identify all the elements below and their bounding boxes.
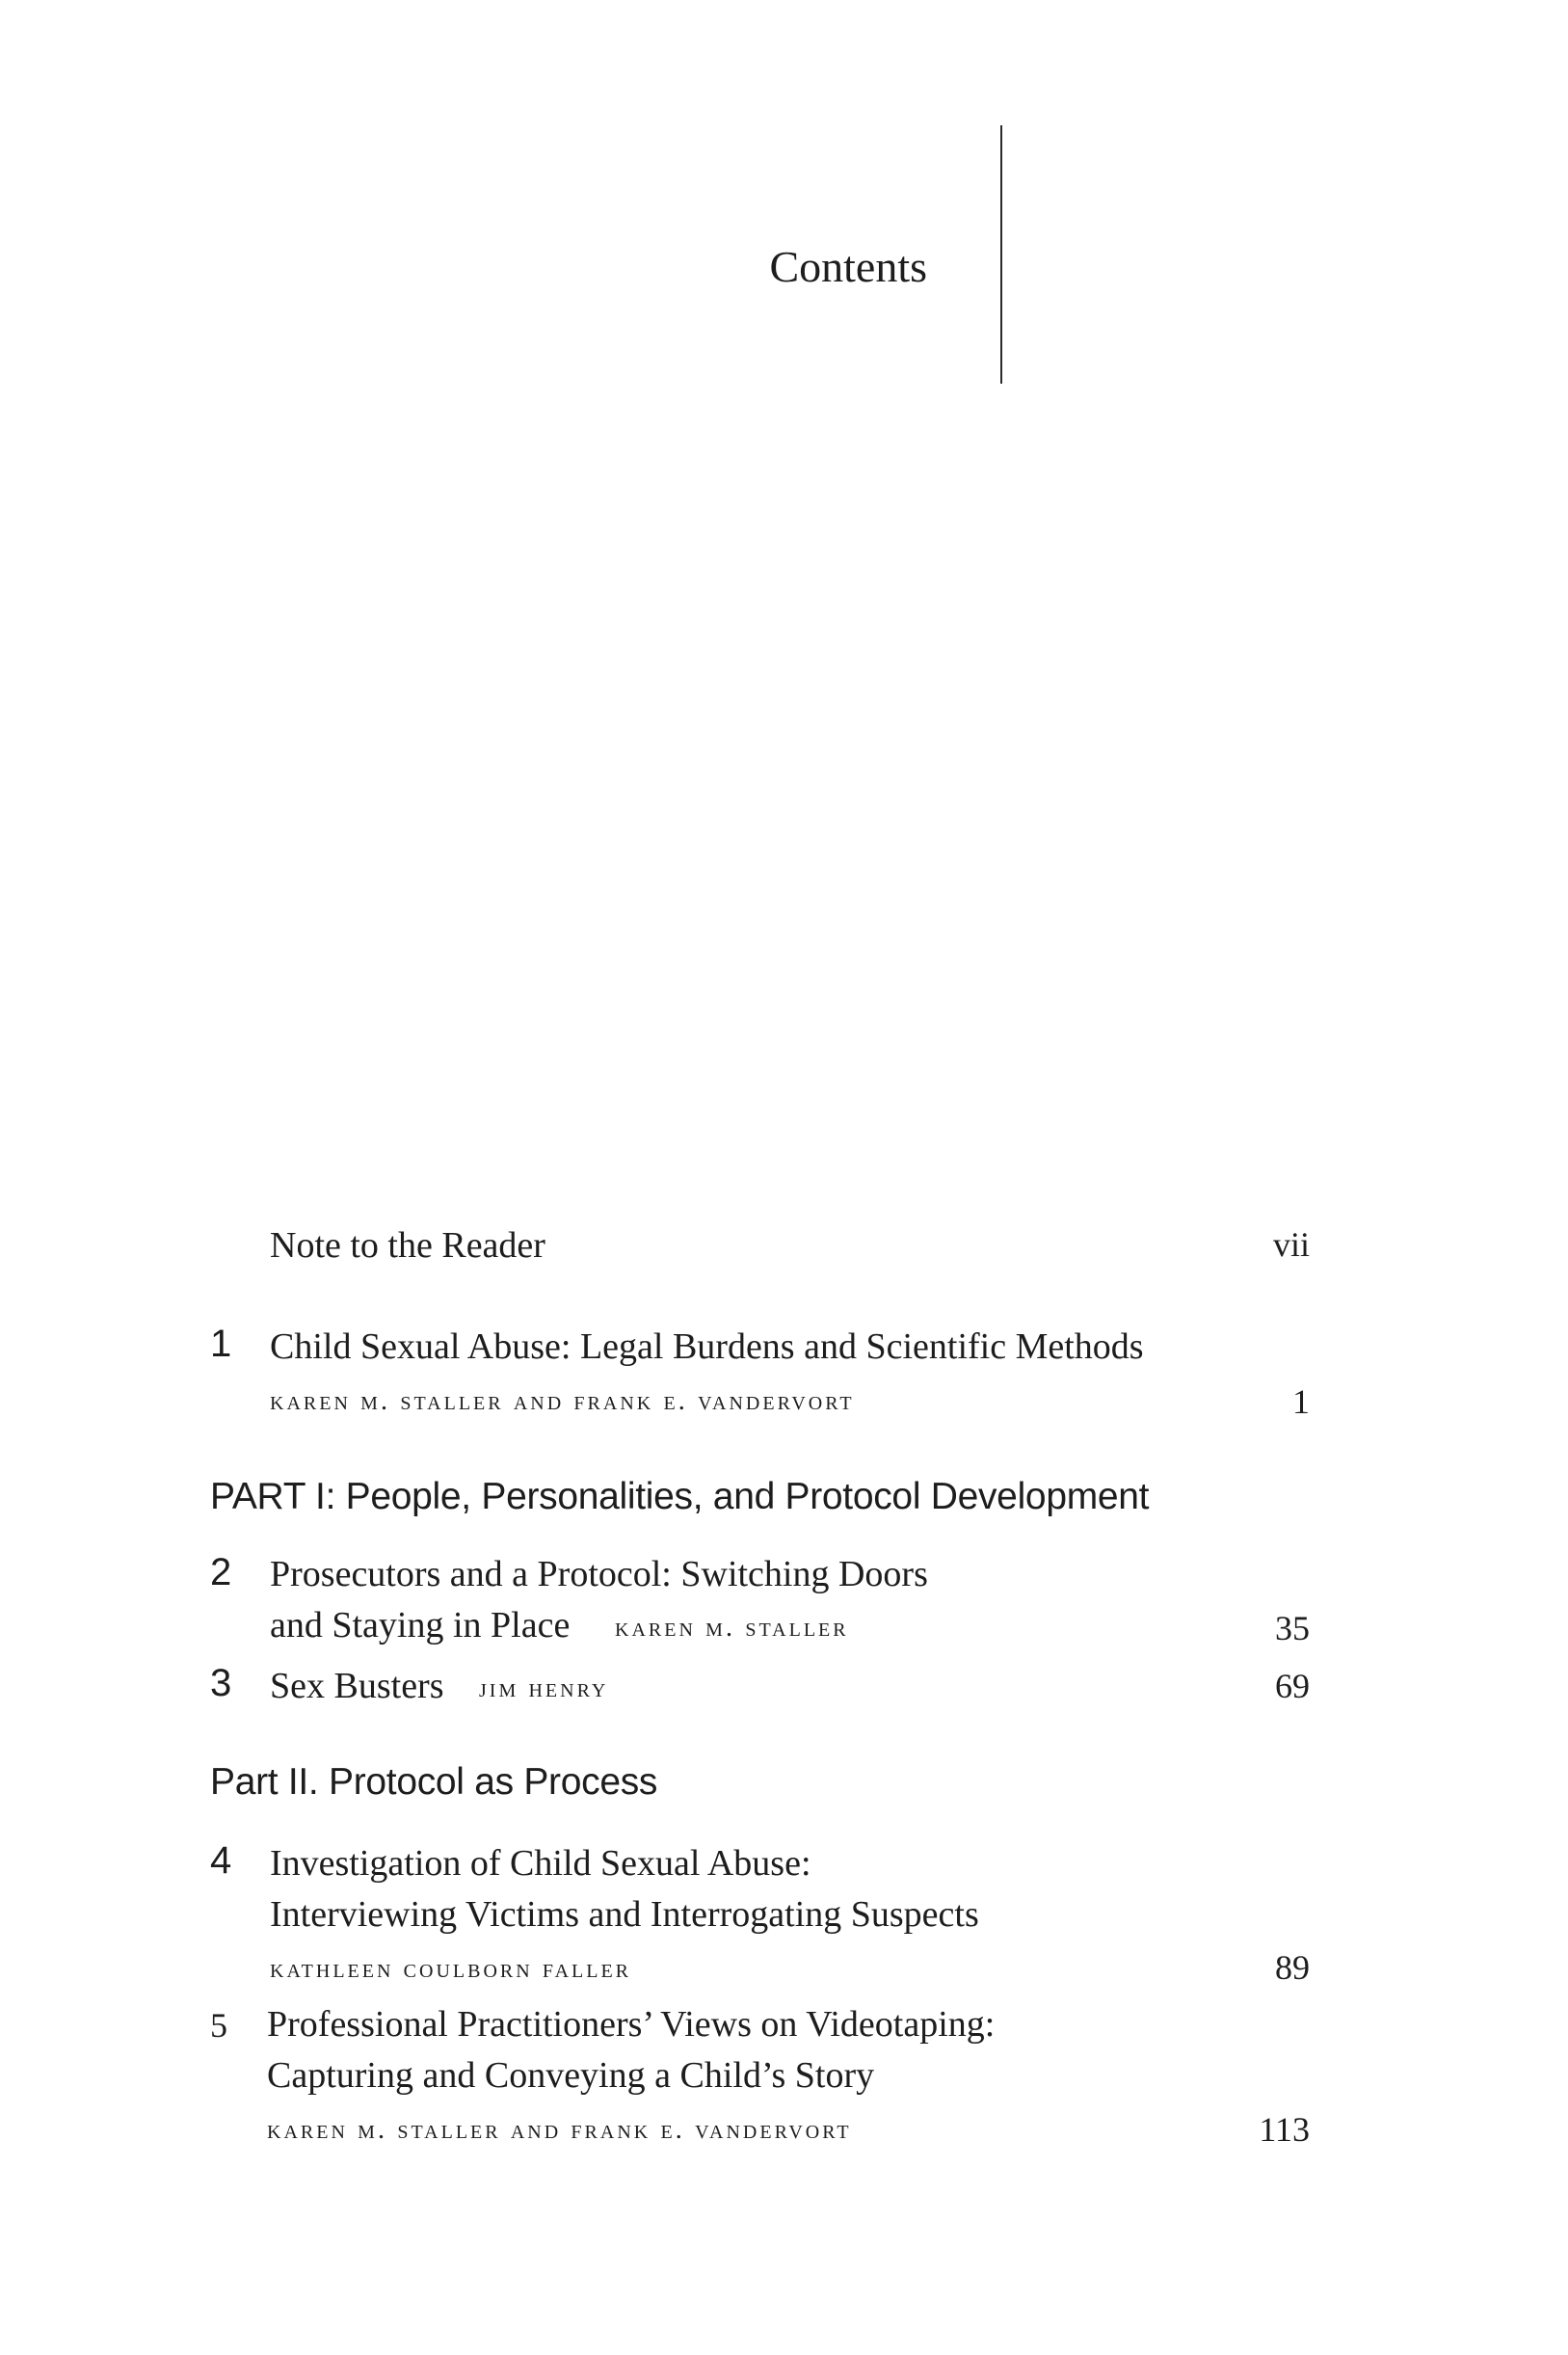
chapter-1-author: karen m. staller and frank e. vandervort — [270, 1385, 855, 1416]
vertical-rule — [1000, 125, 1002, 384]
chapter-2-author: karen m. staller — [615, 1612, 849, 1643]
chapter-5-number: 5 — [210, 2006, 227, 2045]
chapter-4-page: 89 — [1275, 1948, 1310, 1987]
front-matter-title: Note to the Reader — [270, 1225, 545, 1266]
front-matter-page: vii — [1272, 1225, 1310, 1264]
page-title: Contents — [769, 242, 927, 291]
chapter-2-page: 35 — [1275, 1609, 1310, 1647]
part-1-heading: PART I: People, Personalities, and Protocol Development — [210, 1476, 1150, 1517]
chapter-2-title-line1: Prosecutors and a Protocol: Switching Doors — [270, 1554, 928, 1594]
chapter-1-number: 1 — [210, 1323, 232, 1365]
chapter-2-title-line2: and Staying in Place — [270, 1605, 571, 1646]
chapter-5-title-line2: Capturing and Conveying a Child’s Story — [267, 2055, 875, 2096]
part-2-heading: Part II. Protocol as Process — [210, 1761, 658, 1803]
chapter-1-title: Child Sexual Abuse: Legal Burdens and Scientific Methods — [270, 1326, 1144, 1367]
chapter-3-page: 69 — [1275, 1667, 1310, 1705]
chapter-4-title-line1: Investigation of Child Sexual Abuse: — [270, 1843, 811, 1884]
chapter-1-page: 1 — [1292, 1382, 1310, 1421]
chapter-2-number: 2 — [210, 1551, 232, 1593]
chapter-5-author: karen m. staller and frank e. vandervort — [267, 2114, 852, 2145]
chapter-3-number: 3 — [210, 1662, 232, 1704]
chapter-5-title-line1: Professional Practitioners’ Views on Videotaping: — [267, 2004, 996, 2045]
chapter-4-title-line2: Interviewing Victims and Interrogating Suspects — [270, 1894, 979, 1935]
chapter-5-page: 113 — [1259, 2110, 1310, 2149]
chapter-3-title: Sex Busters — [270, 1666, 444, 1706]
chapter-4-author: kathleen coulborn faller — [270, 1953, 632, 1984]
chapter-4-number: 4 — [210, 1839, 232, 1882]
chapter-3-author: jim henry — [479, 1673, 609, 1703]
